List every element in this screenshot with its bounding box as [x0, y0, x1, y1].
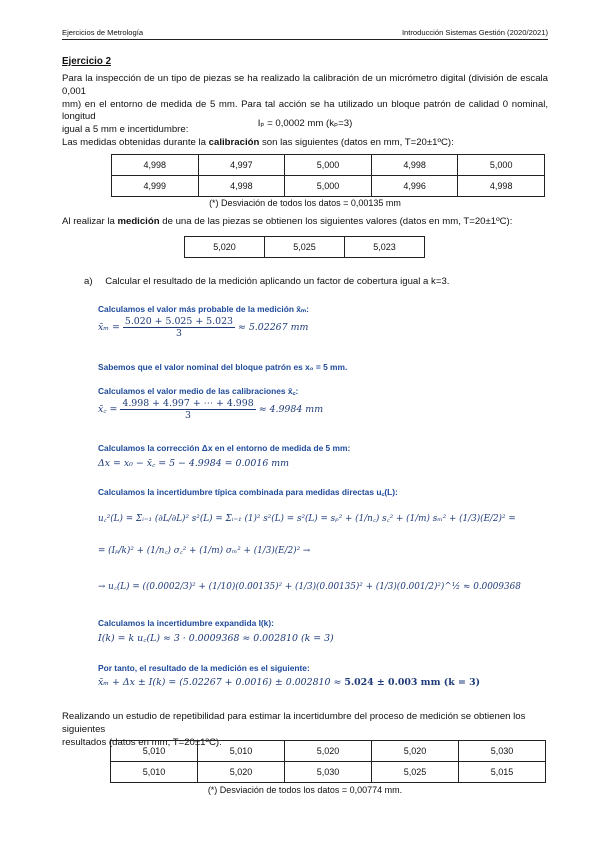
- table-cell: 5,020: [185, 237, 265, 258]
- table-cell: 5,015: [459, 762, 546, 783]
- measurement-sentence-pre: Al realizar la: [62, 216, 118, 227]
- page-header: [62, 26, 548, 40]
- header-left: Ejercicios de Metrología: [62, 28, 144, 37]
- table-cell: 5,030: [285, 762, 372, 783]
- uncertainty-statement: Iₚ = 0,0002 mm (kₚ=3): [257, 118, 353, 129]
- step-2-label: Sabemos que el valor nominal del bloque patrón es x₀ = 5 mm.: [98, 362, 348, 372]
- header-right: Introducción Sistemas Gestión (2020/2021): [401, 28, 548, 37]
- step-3-label: Calculamos el valor medio de las calibraciones x̄꜀:: [98, 386, 299, 396]
- step-3-equation: [98, 398, 548, 421]
- calibration-table: [111, 154, 545, 197]
- table-cell: 5,025: [372, 762, 459, 783]
- step-7-final-result: 5.024 ± 0.003 mm (k = 3): [344, 677, 481, 688]
- table-cell: 5,000: [285, 176, 372, 197]
- table-cell: 5,020: [285, 741, 372, 762]
- repeatability-table: [110, 740, 546, 783]
- step-6-equation: I(k) = k u꜀(L) ≈ 3 · 0.0009368 ≈ 0.002810 (k = 3): [98, 633, 334, 644]
- step-5-equation-1: u꜀²(L) = Σᵢ₌₁ (∂L/∂L)² s²(L) = Σᵢ₌₁ (1)² s²(L) = s²(L) = sₚ² + (1/n꜀) s꜀² + (1/m) sₘ² + (1/3)(E/2)² =: [98, 514, 516, 524]
- table-row: [112, 155, 545, 176]
- table-cell: 4,997: [198, 155, 285, 176]
- table-row: [185, 237, 425, 258]
- table-cell: 5,000: [285, 155, 372, 176]
- table-cell: 5,030: [459, 741, 546, 762]
- measurement-table: [184, 236, 425, 258]
- step-1-denominator: 3: [175, 328, 182, 339]
- step-1-numerator: 5.020 + 5.025 + 5.023: [124, 316, 234, 327]
- repeatability-line-1: Realizando un estudio de repetibilidad para estimar la incertidumbre del proceso de medición se obtienen los siguientes: [62, 711, 526, 735]
- table-cell: 5,023: [345, 237, 425, 258]
- step-5-equation-2: = (Iₚ/k)² + (1/n꜀) σ꜀² + (1/m) σₘ² + (1/3)(E/2)² →: [98, 546, 311, 556]
- question-a: [84, 276, 548, 289]
- step-4-label: Calculamos la corrección Δx en el entorno de medida de 5 mm:: [98, 443, 351, 453]
- measurement-sentence: [62, 216, 548, 229]
- calibration-sentence-post: son las siguientes (datos en mm, T=20±1ºC):: [259, 137, 454, 148]
- step-3-lhs: x̄꜀ =: [98, 404, 118, 415]
- table-cell: 5,025: [265, 237, 345, 258]
- table-cell: 4,999: [112, 176, 199, 197]
- measurement-sentence-post: de una de las piezas se obtienen los siguientes valores (datos en mm, T=20±1ºC):: [159, 216, 513, 227]
- step-3-result: ≈ 4.9984 mm: [258, 404, 324, 415]
- exercise-title: Ejercicio 2: [62, 56, 112, 67]
- table-row: [111, 762, 546, 783]
- repeatability-line-2: resultados (datos en mm, T=20±1ºC):: [62, 736, 222, 748]
- calibration-keyword: calibración: [208, 137, 260, 148]
- table-cell: 5,020: [372, 741, 459, 762]
- step-5-label: Calculamos la incertidumbre típica combinada para medidas directas u꜀(L):: [98, 487, 398, 497]
- intro-line-3: igual a 5 mm e incertidumbre:: [62, 124, 189, 136]
- question-a-text: Calcular el resultado de la medición aplicando un factor de cobertura igual a k=3.: [105, 276, 450, 287]
- intro-line-1: Para la inspección de un tipo de piezas se ha realizado la calibración de un micrómetro digital (división de escala 0,001: [62, 73, 548, 97]
- step-3-denominator: 3: [185, 410, 192, 421]
- repeatability-note: (*) Desviación de todos los datos = 0,00774 mm.: [207, 785, 403, 795]
- table-cell: 5,020: [198, 762, 285, 783]
- measurement-keyword: medición: [117, 216, 160, 227]
- step-1-fraction: [123, 316, 235, 339]
- table-cell: 4,998: [371, 155, 458, 176]
- table-cell: 5,010: [111, 762, 198, 783]
- step-7-label: Por tanto, el resultado de la medición es el siguiente:: [98, 663, 310, 673]
- table-cell: 4,996: [371, 176, 458, 197]
- step-1-label: Calculamos el valor más probable de la medición x̄ₘ:: [98, 304, 309, 314]
- table-cell: 4,998: [198, 176, 285, 197]
- table-row: [112, 176, 545, 197]
- table-cell: 5,010: [198, 741, 285, 762]
- question-a-label: a): [84, 276, 93, 287]
- calibration-sentence: [62, 137, 548, 150]
- step-1-lhs: x̄ₘ =: [98, 322, 120, 333]
- step-3-numerator: 4.998 + 4.997 + ⋯ + 4.998: [122, 398, 254, 409]
- intro-line-2: mm) en el entorno de medida de 5 mm. Para tal acción se ha utilizado un bloque patrón de calidad 0 nominal, longitud: [62, 98, 548, 123]
- table-cell: 4,998: [458, 176, 545, 197]
- step-1-result: ≈ 5.02267 mm: [238, 322, 309, 333]
- table-cell: 4,998: [112, 155, 199, 176]
- table-cell: 5,000: [458, 155, 545, 176]
- step-7-expression: x̄ₘ + Δx ± I(k) = (5.02267 + 0.0016) ± 0.002810 ≈: [98, 677, 342, 688]
- step-6-label: Calculamos la incertidumbre expandida I(k):: [98, 618, 274, 628]
- table-row: [111, 741, 546, 762]
- step-7-equation: [98, 677, 548, 688]
- calibration-note: (*) Desviación de todos los datos = 0,00135 mm: [209, 198, 401, 208]
- step-1-equation: [98, 316, 548, 339]
- calibration-sentence-pre: Las medidas obtenidas durante la: [62, 137, 209, 148]
- step-5-equation-3: → u꜀(L) = ((0.0002/3)² + (1/10)(0.00135)² + (1/3)(0.00135)² + (1/3)(0.001/2)²)^½ ≈ 0.0009368: [98, 582, 521, 592]
- table-cell: 5,010: [111, 741, 198, 762]
- step-4-equation: Δx = x₀ − x̄꜀ = 5 − 4.9984 = 0.0016 mm: [98, 458, 290, 469]
- step-3-fraction: [120, 398, 255, 421]
